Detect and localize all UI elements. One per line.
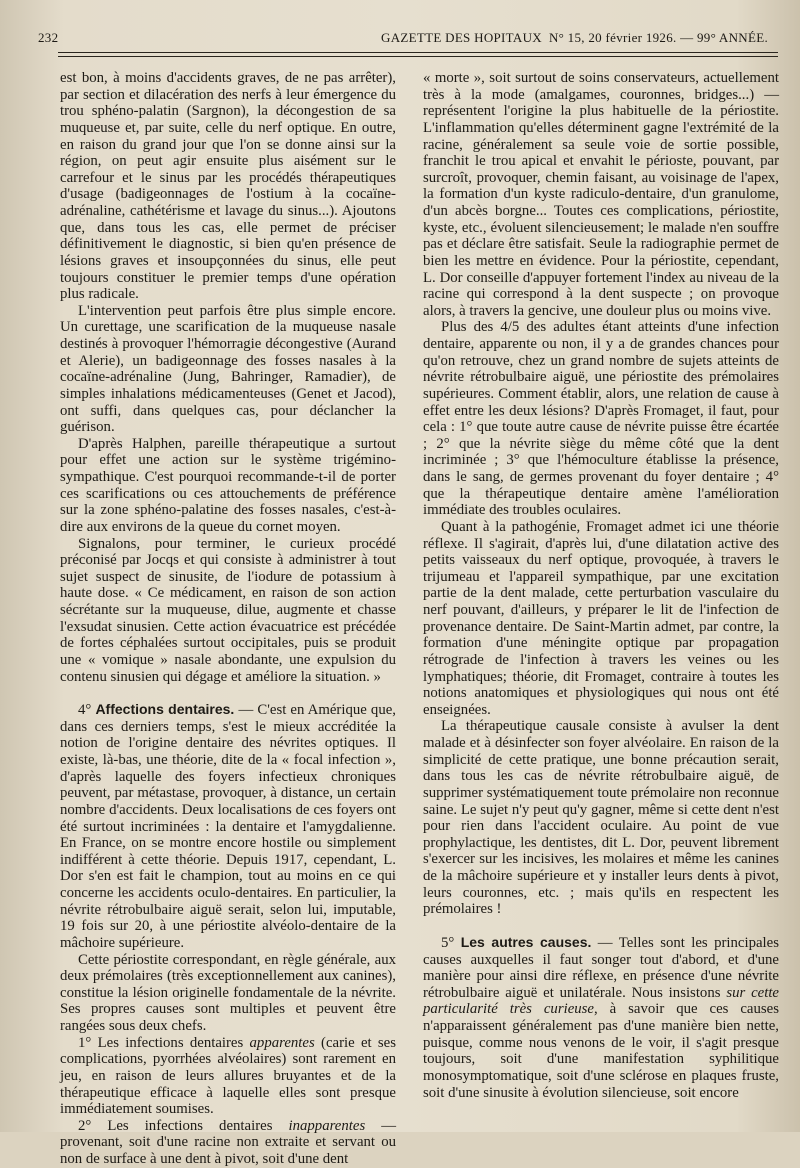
section-number: 5°	[441, 934, 455, 951]
paragraph: est bon, à moins d'accidents graves, de ne pas arrêter), par section et dilacération des nerfs à leur émergence du trou sphéno-palatin (Sargnon), la décongestion de sa muqueuse et, par suite, celle du nerf optique. En outre, en raison du grand jour que l'on se donne ainsi sur la région, on peut agir ensuite plus aisément sur le carrefour et le sinus par les procédés thérapeutiques d'usage (badigeonnages de l'ostium à la cocaïne-adrénaline, cathétérisme et lavage du sinus...). Ajoutons que, dans tous les cas, elle permet de préciser définitivement le diagnostic, si bien qu'en présence de lésions graves et insoupçonnées du sinus, elle peut toujours constituer le premier temps d'une opération plus radicale.	[60, 70, 396, 303]
paragraph-text: , à savoir que ces causes n'apparaissent généralement pas d'une manière bien nette, puisque, comme nous venons de le voir, il s'agit presque toujours, soit d'une manifestation syphilitique monosymptomatique, soit d'une sclérose en plaques fruste, soit d'une sinusite à évolution silencieuse, soit encore	[423, 1001, 779, 1101]
section-heading: Les autres causes.	[460, 933, 592, 950]
issue-info: N° 15, 20 février 1926. — 99° ANNÉE.	[548, 30, 768, 45]
paragraph-text: 1° Les infections dentaires	[78, 1034, 250, 1051]
emphasis: sur cette particularité très curieuse	[423, 984, 780, 1018]
section-heading: Affections dentaires.	[95, 701, 235, 718]
section-number: 4°	[78, 702, 92, 719]
left-column	[60, 70, 396, 1168]
paragraph-text: 2° Les infections dentaires	[78, 1117, 289, 1134]
section-paragraph	[423, 934, 779, 1101]
emphasis: inapparentes	[288, 1117, 366, 1134]
page-header	[38, 28, 780, 50]
header-rule-thin	[58, 56, 778, 57]
paragraph: La thérapeutique causale consiste à avulser la dent malade et à désinfecter son foyer alvéolaire. En raison de la simplicité de cette pratique, une bonne précaution serait, dans tous les cas de névrite rétrobulbaire aiguë, de supprimer systématiquement toute prémolaire non reconnue saine. Le sujet n'y peut qu'y gagner, même si cette dent n'est pour rien dans l'accident oculaire. Au point de vue prophylactique, les dentistes, dit L. Dor, peuvent librement s'exercer sur les incisives, les molaires et même les canines de la mâchoire supérieure et y installer leurs dents à pivot, leurs couronnes, etc. ; mais qu'ils en respectent les prémolaires !	[423, 718, 779, 918]
paragraph-text: (carie et ses complications, pyorrhées alvéolaires) sont rarement en jeu, en raison de leurs allures bruyantes et de la thérapeutique efficace à laquelle elles sont presque immédiatement soumises.	[60, 1034, 397, 1118]
paragraph-text: — Telles sont les principales causes auxquelles il faut songer tout d'abord, et d'une manière pour ainsi dire réflexe, en présence d'une névrite rétrobulbaire aiguë et unilatérale. Nous insistons	[423, 934, 779, 1001]
paragraph	[60, 1035, 396, 1118]
paragraph: Signalons, pour terminer, le curieux procédé préconisé par Jocqs et qui consiste à administrer à tout sujet suspect de sinusite, de l'iodure de potassium à haute dose. « Ce médicament, en raison de son action sécrétante sur la muqueuse, dilue, augmente et chasse l'exsudat sinusien. Cette action évacuatrice est précédée de fortes céphalées surtout occipitales, puis se produit une « vomique » nasale abondante, une expulsion du contenu sinusien qui dégage et améliore la situation. »	[60, 535, 396, 685]
paragraph: D'après Halphen, pareille thérapeutique a surtout pour effet une action sur le système trigémino-sympathique. C'est pourquoi recommande-t-il de porter ces scarifications ou ces attouchements de préférence sur la zone sphéno-palatine des fosses nasales, c'est-à-dire aux environs de la queue du cornet moyen.	[60, 435, 396, 535]
paragraph	[60, 1118, 396, 1168]
paragraph: « morte », soit surtout de soins conservateurs, actuellement très à la mode (amalgames, couronnes, bridges...) — représentent l'origine la plus habituelle de la périostite. L'inflammation qu'elles déterminent gagne l'extrémité de la racine, généralement sa seule voie de sortie possible, franchit le trou apical et envahit le périoste, pouvant, par surcroît, provoquer, chemin faisant, au voisinage de l'apex, la formation d'un kyste radiculo-dentaire, d'un granulome, d'un abcès borgne... Toutes ces complications, périostite, kyste, etc., évoluent silencieusement; le malade n'en souffre pas et déclare être satisfait. Seule la radiographie permet de bien les mettre en évidence. Pour la périostite, cependant, L. Dor conseille d'appuyer fortement l'index au niveau de la racine qui correspond à la dent suspecte ; on provoque alors, à travers la gencive, une douleur plus ou moins vive.	[423, 70, 779, 319]
paragraph-text: — provenant, soit d'une racine non extraite et servant ou non de surface à une dent à pivot, soit d'une dent	[60, 1117, 397, 1167]
paragraph: L'intervention peut parfois être plus simple encore. Un curettage, une scarification de la muqueuse nasale destinés à provoquer l'hémorragie décongestive (Aurand et Alerie), un badigeonnage des fosses nasales à la cocaïne-adrénaline (Jung, Bahringer, Ramadier), de simples inhalations médicamenteuses (Genet et Jacod), ont suffi, dans quelques cas, pour déclancher la guérison.	[60, 302, 396, 436]
paragraph-text: — C'est en Amérique que, dans ces derniers temps, s'est le mieux accréditée la notion de l'origine dentaire des névrites optiques. Il existe, là-bas, une théorie, dite de la « focal infection », d'après laquelle des foyers infectieux chroniques peuvent, par métastase, provoquer, à distance, un certain nombre d'accidents. Deux localisations de ces foyers ont été surtout incriminées : la dentaire et l'amygdalienne. En France, on se montre encore hostile ou simplement indifférent à cette théorie. Depuis 1917, cependant, L. Dor s'en est fait le champion, tout au moins en ce qui concerne les accidents oculo-dentaires. En particulier, la névrite rétrobulbaire aiguë serait, selon lui, imputable, 19 fois sur 20, à une périostite alvéolo-dentaire de la mâchoire supérieure.	[60, 702, 396, 951]
emphasis: apparentes	[249, 1034, 315, 1051]
paragraph: Plus des 4/5 des adultes étant atteints d'une infection dentaire, apparente ou non, il y a de grandes chances pour qu'on retrouve, chez un grand nombre de sujets atteints de névrite rétrobulbaire aiguë, une périostite des prémolaires supérieures. Comment établir, alors, une relation de cause à effet entre les deux lésions? D'après Fromaget, il faut, pour cela : 1° que toute autre cause de névrite puisse être écartée ; 2° que la névrite siège du même côté que la dent incriminée ; 3° que l'hémoculture établisse la présence, dans le sang, de germes provenant du foyer dentaire ; 4° que la thérapeutique dentaire amène l'amélioration immédiate des troubles oculaires.	[423, 319, 779, 519]
paragraph: Cette périostite correspondant, en règle générale, aux deux prémolaires (très exceptionnellement aux canines), constitue la lésion originelle fondamentale de la névrite. Ses propres causes sont multiples et peuvent être rangées sous deux chefs.	[60, 951, 396, 1034]
right-column	[423, 70, 779, 1101]
page-number: 232	[38, 30, 59, 45]
journal-title: GAZETTE DES HOPITAUX	[381, 30, 542, 45]
section-paragraph	[60, 701, 396, 951]
paragraph: Quant à la pathogénie, Fromaget admet ici une théorie réflexe. Il s'agirait, d'après lui, d'une dilatation active des petits vaisseaux du nerf optique, provoquée, à travers le trijumeau et l'appareil sympathique, par une excitation partie de la dent malade, cette perturbation vasculaire du nerf pouvant, d'ailleurs, y préparer le lit de l'infection de provenance dentaire. De Saint-Martin admet, par contre, la formation d'une méningite optique par propagation rétrograde de l'infection à travers les veines ou les lymphatiques; théorie, dit Fromaget, contraire à toutes les notions anatomiques et physiologiques qui nous ont été enseignées.	[423, 518, 779, 718]
header-rule	[58, 52, 778, 53]
